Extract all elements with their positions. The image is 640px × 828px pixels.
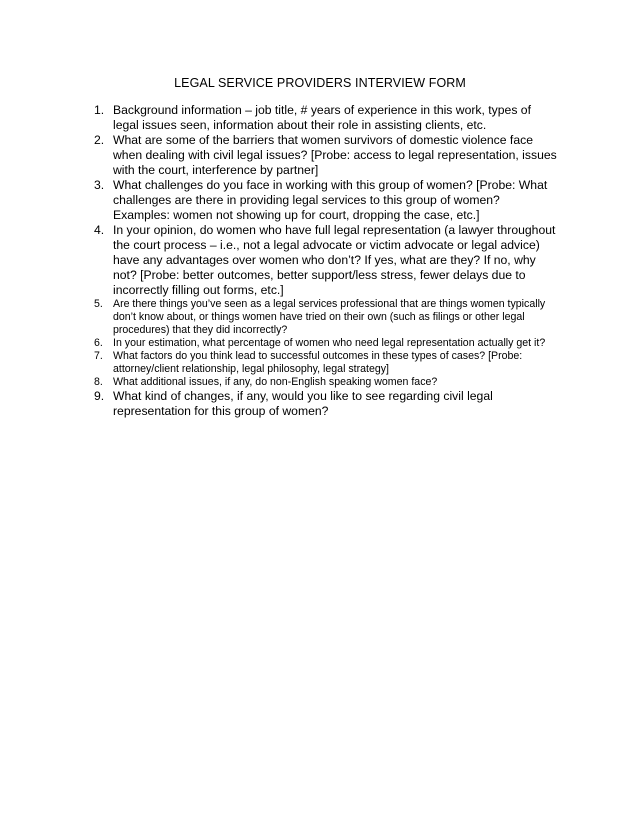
question-item-8 xyxy=(88,376,558,389)
question-number: 8. xyxy=(94,376,103,388)
question-item-6 xyxy=(88,337,558,350)
question-number: 5. xyxy=(94,298,103,310)
question-list xyxy=(88,103,558,419)
question-number: 3. xyxy=(94,178,105,192)
question-item-3 xyxy=(88,178,558,223)
question-item-2 xyxy=(88,133,558,178)
question-item-5 xyxy=(88,298,558,337)
question-text: What are some of the barriers that women survivors of domestic violence face when dealing with civil legal issues? [Probe: access to legal representation, issues with the court, interference by partner] xyxy=(113,133,557,177)
question-item-9 xyxy=(88,389,558,419)
question-item-4 xyxy=(88,223,558,298)
document-title: LEGAL SERVICE PROVIDERS INTERVIEW FORM xyxy=(174,76,466,90)
question-item-7 xyxy=(88,350,558,376)
question-text: What factors do you think lead to successful outcomes in these types of cases? [Probe: attorney/client relationship, legal philosophy, legal strategy] xyxy=(113,350,523,375)
question-item-1 xyxy=(88,103,558,133)
question-number: 9. xyxy=(94,389,105,403)
question-number: 6. xyxy=(94,337,103,349)
question-text: What kind of changes, if any, would you like to see regarding civil legal representation for this group of women? xyxy=(113,389,493,418)
question-text: What additional issues, if any, do non-English speaking women face? xyxy=(113,376,438,388)
question-text: In your opinion, do women who have full legal representation (a lawyer throughout the court process – i.e., not a legal advocate or victim advocate or legal advice) have any advantages over women who don’t? If yes, what are they? If no, why not? [Probe: better outcomes, better support/less stress, fewer delays due to incorrectly filling out forms, etc.] xyxy=(113,223,556,297)
question-text: In your estimation, what percentage of women who need legal representation actually get it? xyxy=(113,337,546,349)
question-number: 4. xyxy=(94,223,105,237)
question-number: 1. xyxy=(94,103,105,117)
question-text: What challenges do you face in working with this group of women? [Probe: What challenges are there in providing legal services to this group of women? Examples: women not showing up for court, dropping the case, etc.] xyxy=(113,178,548,222)
question-number: 2. xyxy=(94,133,105,147)
question-text: Background information – job title, # years of experience in this work, types of legal issues seen, information about their role in assisting clients, etc. xyxy=(113,103,531,132)
question-text: Are there things you’ve seen as a legal services professional that are things women typically don’t know about, or things women have tried on their own (such as filings or other legal procedures) that they did incorrectly? xyxy=(113,298,546,336)
question-number: 7. xyxy=(94,350,103,362)
